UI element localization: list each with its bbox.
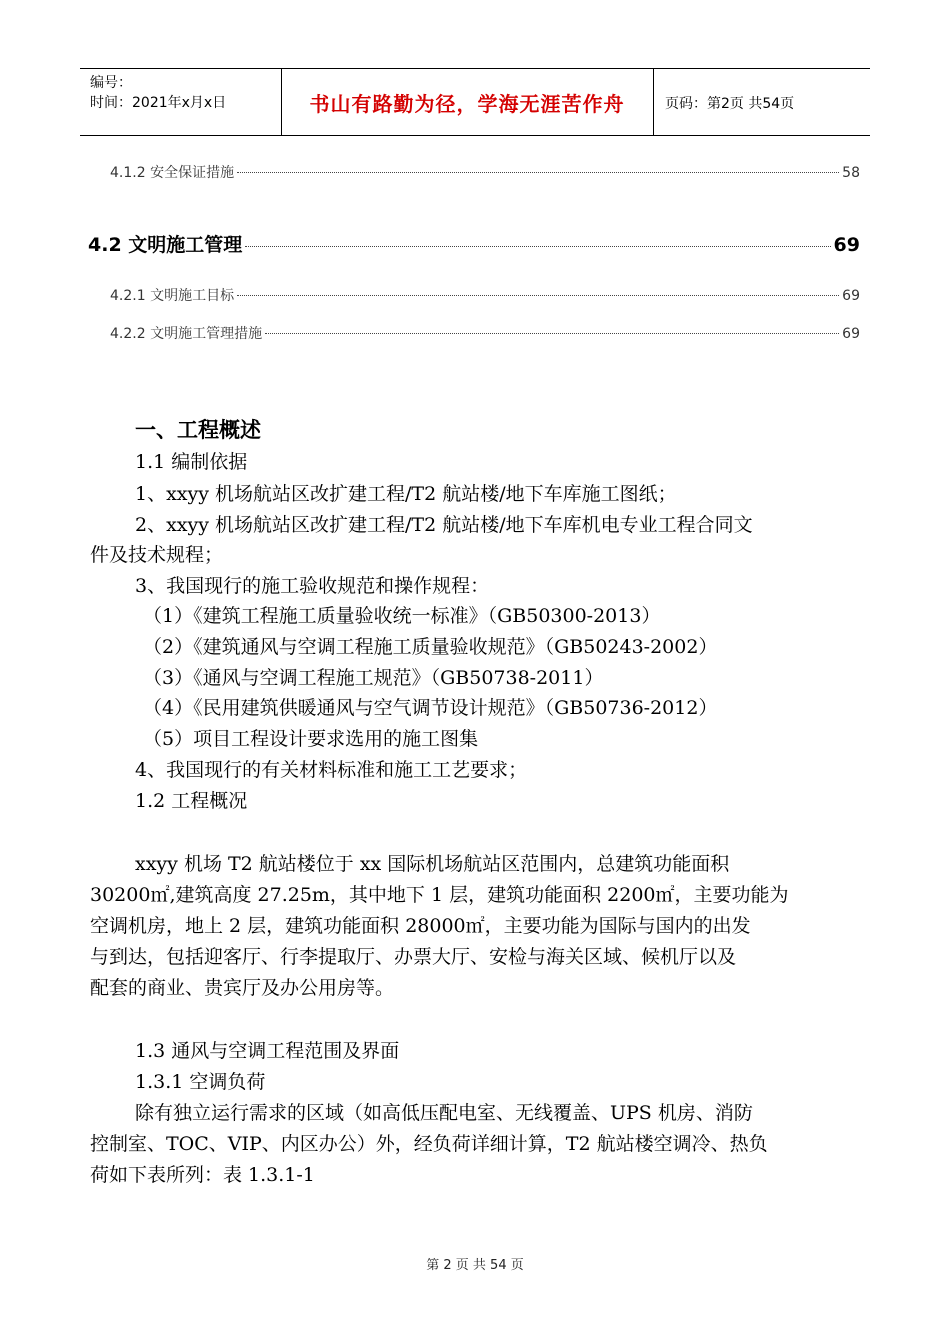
reference-item: （4）《民用建筑供暖通风与空气调节设计规范》（GB50736-2012）: [143, 697, 718, 719]
subsection-heading: 1.1 编制依据: [135, 451, 248, 473]
paragraph-line: 与到达，包括迎客厅、行李提取厅、办票大厅、安检与海关区域、候机厅以及: [90, 946, 737, 968]
toc-entry[interactable]: [110, 162, 860, 182]
paragraph-line: 2、xxyy 机场航站区改扩建工程/T2 航站楼/地下车库机电专业工程合同文: [135, 514, 753, 536]
page-footer: 第 2 页 共 54 页: [426, 1258, 524, 1273]
paragraph-line: 4、我国现行的有关材料标准和施工工艺要求；: [135, 759, 528, 781]
subsection-heading: 1.2 工程概况: [135, 790, 248, 812]
toc-entry[interactable]: [110, 285, 860, 305]
reference-item: （3）《通风与空调工程施工规范》（GB50738-2011）: [143, 667, 604, 689]
toc-entry-label: 4.2.1 文明施工目标: [110, 288, 235, 304]
subsection-heading: 1.3.1 空调负荷: [135, 1071, 266, 1093]
header-meta: [90, 73, 280, 113]
subsection-heading: 1.3 通风与空调工程范围及界面: [135, 1040, 400, 1062]
reference-item: （2）《建筑通风与空调工程施工质量验收规范》（GB50243-2002）: [143, 636, 718, 658]
toc-leader: [237, 172, 839, 173]
document-number: 编号：: [90, 75, 132, 91]
reference-item: （1）《建筑工程施工质量验收统一标准》（GB50300-2013）: [143, 605, 661, 627]
toc-leader: [237, 295, 839, 296]
paragraph-line: 荷如下表所列：表 1.3.1-1: [90, 1164, 315, 1186]
toc-leader: [265, 333, 839, 334]
paragraph-line: 空调机房，地上 2 层，建筑功能面积 28000㎡，主要功能为国际与国内的出发: [90, 915, 751, 937]
toc-entry-page: 58: [842, 165, 860, 181]
paragraph-line: 件及技术规程；: [90, 544, 224, 566]
toc-entry-label: 4.1.2 安全保证措施: [110, 165, 235, 181]
paragraph-line: xxyy 机场 T2 航站楼位于 xx 国际机场航站区范围内，总建筑功能面积: [135, 853, 730, 875]
toc-entry-page: 69: [842, 288, 860, 304]
reference-item: （5）项目工程设计要求选用的施工图集: [143, 728, 479, 750]
toc-entry[interactable]: [88, 230, 860, 257]
paragraph-line: 控制室、TOC、VIP、内区办公）外，经负荷详细计算，T2 航站楼空调冷、热负: [90, 1133, 768, 1155]
paragraph-line: 3、我国现行的施工验收规范和操作规程：: [135, 575, 490, 597]
paragraph-line: 除有独立运行需求的区域（如高低压配电室、无线覆盖、UPS 机房、消防: [135, 1102, 753, 1124]
toc-leader: [245, 246, 830, 247]
document-date: 时间：2021年x月x日: [90, 95, 227, 111]
section-title: 一、工程概述: [135, 418, 261, 442]
toc-entry-label: 4.2.2 文明施工管理措施: [110, 326, 263, 342]
paragraph-line: 1、xxyy 机场航站区改扩建工程/T2 航站楼/地下车库施工图纸；: [135, 483, 677, 505]
paragraph-line: 配套的商业、贵宾厅及办公用房等。: [90, 977, 395, 999]
page-header: [80, 68, 870, 136]
paragraph-line: 30200㎡,建筑高度 27.25m，其中地下 1 层，建筑功能面积 2200㎡，主要功能为: [90, 884, 789, 906]
divider: [653, 69, 654, 135]
toc-entry-page: 69: [842, 326, 860, 342]
header-page-info: 页码：第2页 共54页: [665, 96, 795, 112]
toc-entry-page: 69: [833, 234, 860, 256]
header-motto: 书山有路勤为径，学海无涯苦作舟: [309, 91, 625, 116]
toc-entry-label: 4.2 文明施工管理: [88, 234, 243, 256]
toc-entry[interactable]: [110, 323, 860, 343]
